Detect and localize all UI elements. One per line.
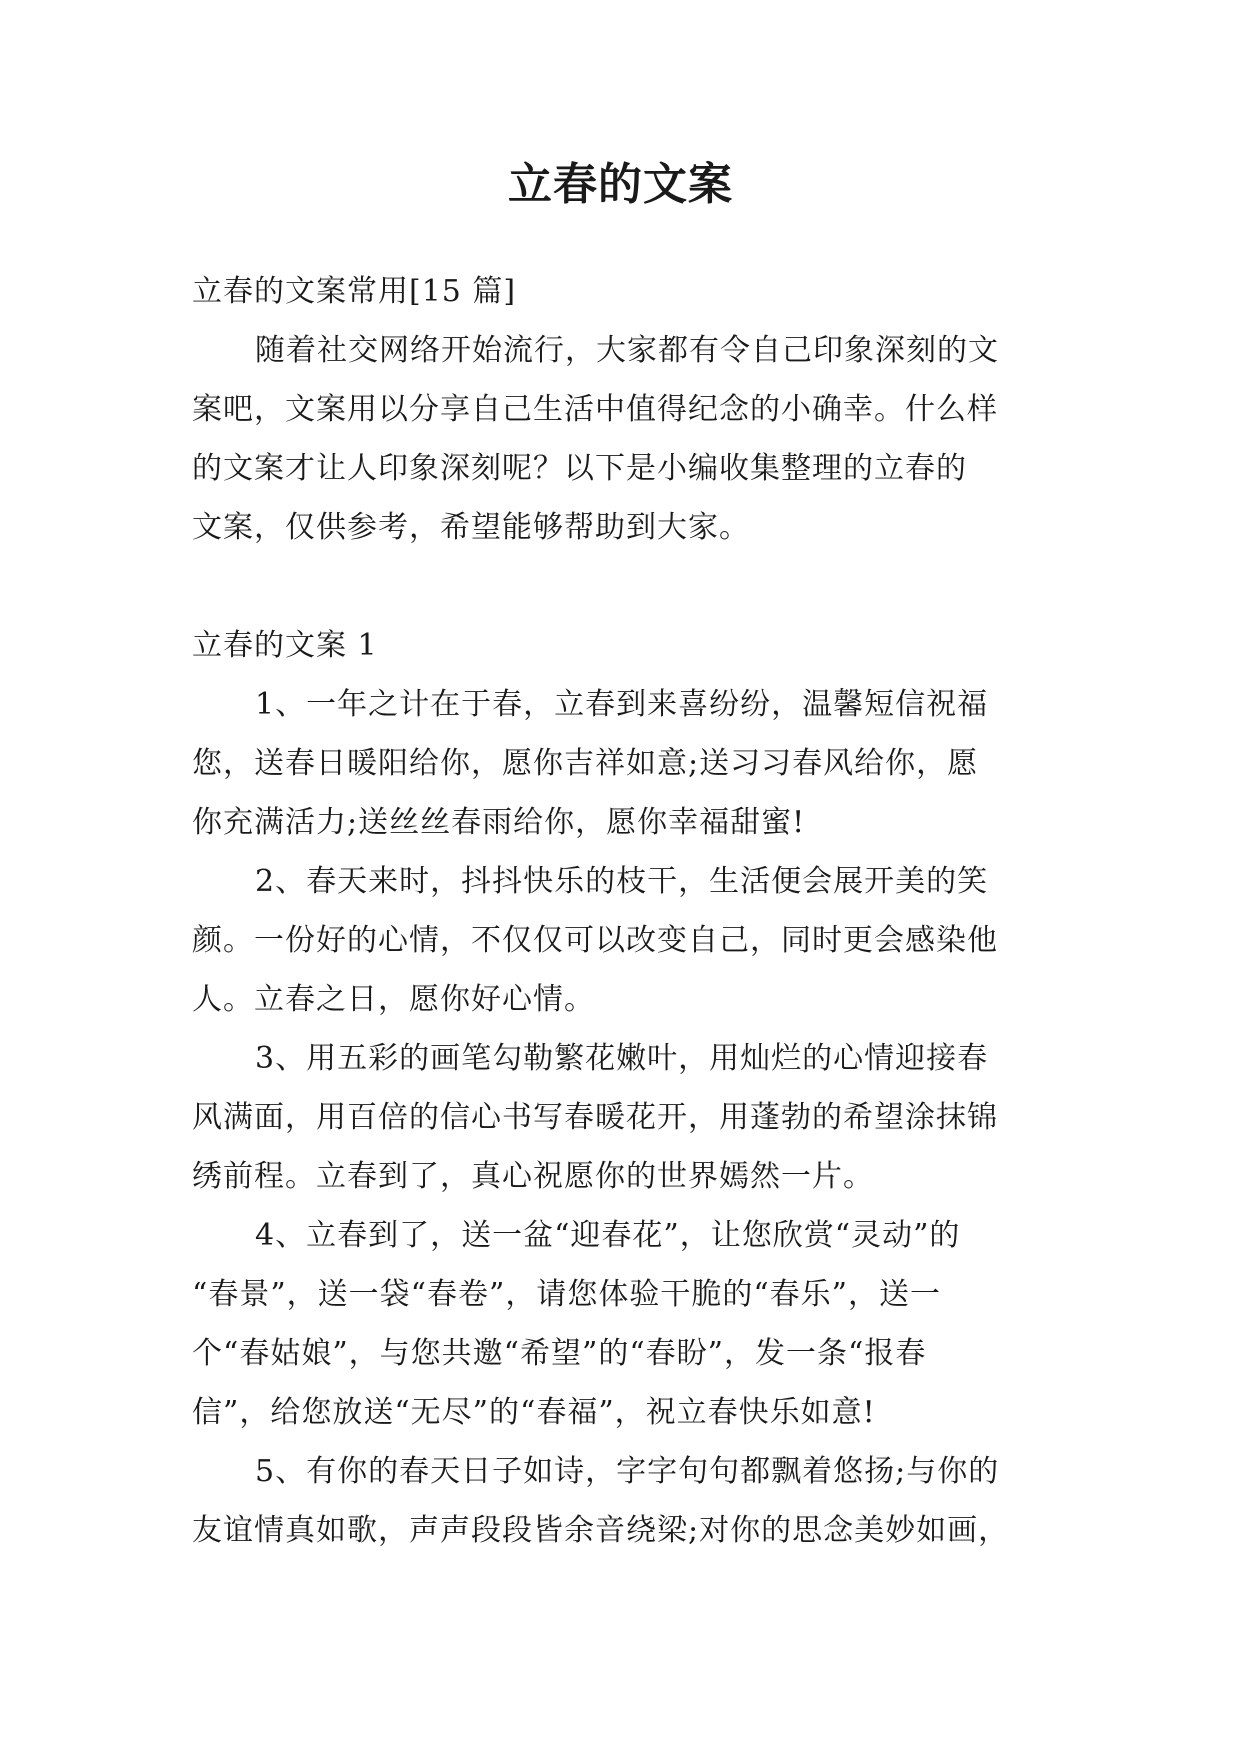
list-item: [192, 1442, 1052, 1560]
item-line: 1、一年之计在于春，立春到来喜纷纷，温馨短信祝福: [255, 687, 989, 722]
item-line: 个“春姑娘”，与您共邀“希望”的“春盼”，发一条“报春: [192, 1336, 927, 1371]
intro-paragraph: [192, 321, 1052, 557]
item-line: 颜。一份好的心情，不仅仅可以改变自己，同时更会感染他: [192, 923, 998, 958]
item-line: 绣前程。立春到了，真心祝愿你的世界嫣然一片。: [192, 1159, 874, 1194]
list-item: [192, 675, 1052, 852]
item-line: 5、有你的春天日子如诗，字字句句都飘着悠扬;与你的: [255, 1454, 1000, 1489]
item-line: 你充满活力;送丝丝春雨给你，愿你幸福甜蜜!: [192, 805, 806, 840]
item-line: 2、春天来时，抖抖快乐的枝干，生活便会展开美的笑: [255, 864, 989, 899]
item-line: 4、立春到了，送一盆“迎春花”，让您欣赏“灵动”的: [255, 1218, 961, 1253]
intro-line: 的文案才让人印象深刻呢？以下是小编收集整理的立春的: [192, 451, 967, 486]
intro-line: 文案，仅供参考，希望能够帮助到大家。: [192, 510, 750, 545]
document-title: 立春的文案: [508, 159, 733, 210]
list-item: [192, 1029, 1052, 1206]
intro-line: 随着社交网络开始流行，大家都有令自己印象深刻的文: [255, 333, 999, 368]
document-body: [192, 262, 1052, 1560]
item-line: 风满面，用百倍的信心书写春暖花开，用蓬勃的希望涂抹锦: [192, 1100, 998, 1135]
list-item: [192, 1206, 1052, 1442]
item-line: 3、用五彩的画笔勾勒繁花嫩叶，用灿烂的心情迎接春: [255, 1041, 989, 1076]
document-subtitle: 立春的文案常用[15 篇]: [192, 274, 517, 309]
item-line: 信”，给您放送“无尽”的“春福”，祝立春快乐如意!: [192, 1395, 876, 1430]
list-item: [192, 852, 1052, 1029]
section-heading: 立春的文案 1: [192, 628, 378, 663]
item-line: 您，送春日暖阳给你，愿你吉祥如意;送习习春风给你，愿: [192, 746, 979, 781]
paragraph-spacer: [192, 557, 1052, 616]
item-line: 友谊情真如歌，声声段段皆余音绕梁;对你的思念美妙如画，: [192, 1513, 1010, 1548]
intro-line: 案吧，文案用以分享自己生活中值得纪念的小确幸。什么样: [192, 392, 998, 427]
item-line: 人。立春之日，愿你好心情。: [192, 982, 595, 1017]
item-line: “春景”，送一袋“春卷”，请您体验干脆的“春乐”，送一: [192, 1277, 942, 1312]
